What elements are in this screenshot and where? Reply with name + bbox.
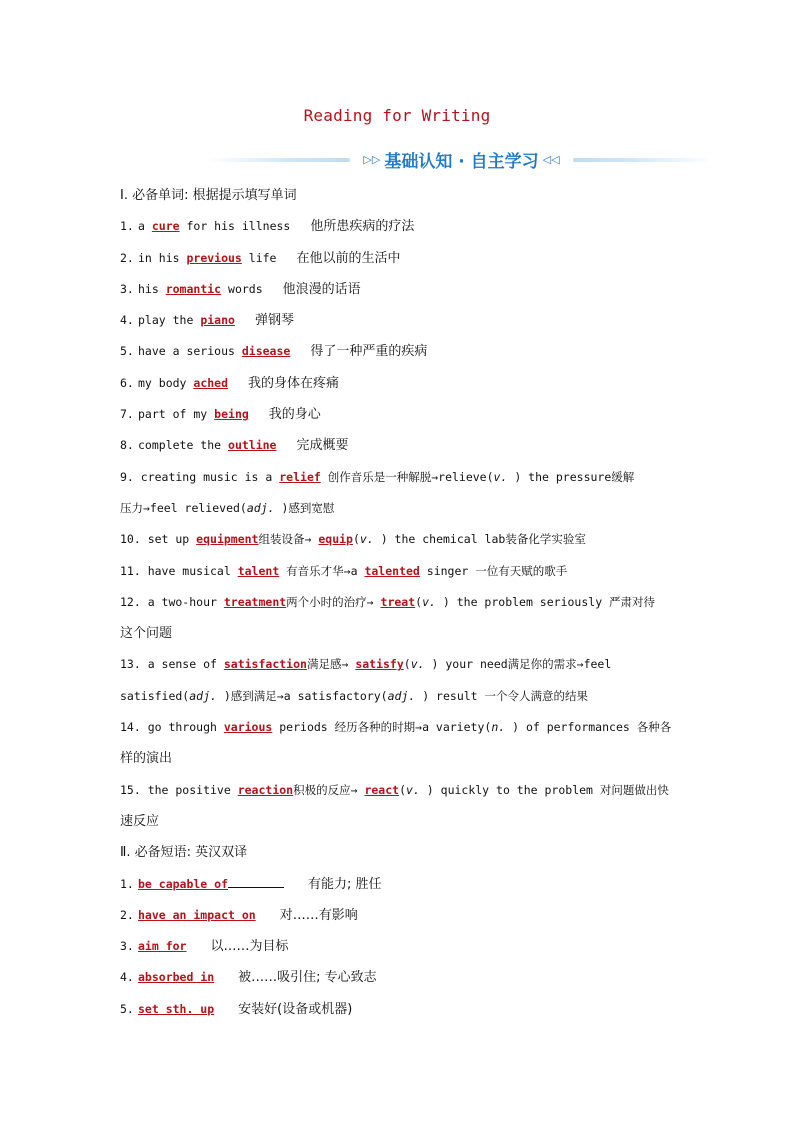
answer-phrase: set sth. up: [138, 1001, 215, 1016]
phrase-before: his: [138, 281, 166, 296]
item-number: 5.: [120, 1001, 134, 1016]
chinese-meaning: 他所患疾病的疗法: [310, 219, 415, 235]
item-15: 15. the positive reaction积极的反应→ react(v. ) quickly to the problem 对问题做出快: [120, 782, 669, 797]
item-12-cont: 这个问题: [120, 626, 173, 642]
phrase-before: a: [138, 219, 152, 234]
answer-word: previous: [186, 250, 242, 265]
answer-phrase: absorbed in: [138, 970, 215, 985]
word-item: [120, 274, 680, 305]
word-item: [120, 368, 680, 399]
section1-heading: Ⅰ. 必备单词: 根据提示填写单词: [120, 188, 297, 203]
phrase-before: play the: [138, 313, 201, 328]
phrase-item: [120, 869, 680, 900]
answer-talent: talent: [237, 563, 280, 578]
phrase-before: complete the: [138, 438, 229, 453]
answer-word: cure: [151, 219, 180, 234]
item-10: 10. set up equipment组装设备→ equip(v. ) the chemical lab装备化学实验室: [120, 532, 586, 547]
chinese-meaning: 有能力; 胜任: [308, 876, 382, 892]
phrase-before: have a serious: [138, 344, 242, 359]
answer-word: romantic: [165, 281, 222, 296]
word-item: [120, 399, 680, 430]
item-number: 2.: [120, 250, 134, 265]
double-arrow-left-icon: ◁◁: [542, 152, 560, 166]
banner-heading: [350, 146, 573, 172]
phrase-before: my body: [138, 375, 194, 390]
chinese-meaning: 以……为目标: [210, 939, 289, 955]
item-12: 12. a two-hour treatment两个小时的治疗→ treat(v. ) the problem seriously 严肃对待: [120, 594, 656, 609]
answer-treatment: treatment: [223, 594, 287, 609]
word-item: [120, 305, 680, 336]
answer-phrase: have an impact on: [138, 907, 256, 922]
answer-treat: treat: [380, 594, 416, 609]
chinese-meaning: 完成概要: [296, 438, 349, 454]
phrase-before: in his: [138, 250, 187, 265]
item-number: 3.: [120, 939, 134, 954]
answer-satisfaction: satisfaction: [223, 657, 307, 672]
answer-satisfy: satisfy: [355, 657, 404, 672]
chinese-meaning: 得了一种严重的疾病: [310, 344, 428, 360]
item-11: 11. have musical talent 有音乐才华→a talented singer 一位有天赋的歌手: [120, 563, 568, 578]
phrase-item: [120, 900, 680, 931]
phrase-item: [120, 962, 680, 993]
item-13: 13. a sense of satisfaction满足感→ satisfy(v. ) your need满足你的需求→feel: [120, 657, 612, 672]
answer-word: disease: [241, 344, 291, 359]
worksheet-content: [120, 180, 680, 1025]
item-9: 9. creating music is a relief 创作音乐是一种解脱→relieve(v. ) the pressure缓解: [120, 469, 635, 484]
item-15-cont: 速反应: [120, 813, 160, 829]
word-item: [120, 336, 680, 367]
item-number: 1.: [120, 219, 134, 234]
answer-word: being: [214, 407, 249, 422]
answer-phrase: be capable of: [138, 876, 229, 891]
page-title: Reading for Writing: [303, 106, 491, 125]
answer-word: ached: [193, 375, 229, 390]
chinese-meaning: 他浪漫的话语: [282, 281, 361, 297]
section2-heading: Ⅱ. 必备短语: 英汉双译: [120, 845, 248, 861]
phrase-after: life: [241, 250, 277, 265]
phrase-item: [120, 931, 680, 962]
answer-word: piano: [200, 313, 235, 328]
phrase-after: words: [221, 281, 263, 296]
word-item: [120, 211, 680, 242]
answer-blank: [228, 875, 284, 888]
phrase-item: [120, 994, 680, 1025]
phrase-after: for his illness: [179, 219, 291, 234]
item-13-cont: satisfied(adj. )感到满足→a satisfactory(adj. ) result 一个令人满意的结果: [120, 688, 589, 703]
section2-items: [120, 869, 680, 1025]
chinese-meaning: 对……有影响: [279, 907, 358, 923]
double-arrow-right-icon: ▷▷: [363, 152, 381, 166]
word-item: [120, 430, 680, 461]
item-9-cont: 压力→feel relieved(adj. )感到宽慰: [120, 500, 335, 515]
answer-react: react: [364, 782, 400, 797]
item-number: 8.: [120, 438, 134, 453]
phrase-before: part of my: [138, 407, 215, 422]
section-banner: [205, 146, 715, 172]
chinese-meaning: 被……吸引住; 专心致志: [238, 970, 377, 986]
item-number: 4.: [120, 313, 134, 328]
chinese-meaning: 我的身体在疼痛: [248, 375, 340, 391]
chinese-meaning: 弹钢琴: [254, 313, 294, 329]
item-number: 4.: [120, 970, 134, 985]
item-number: 2.: [120, 907, 134, 922]
word-item: [120, 243, 680, 274]
answer-reaction: reaction: [237, 782, 294, 797]
chinese-meaning: 安装好(设备或机器): [238, 1001, 353, 1017]
answer-phrase: aim for: [138, 939, 187, 954]
banner-left-line: [205, 158, 350, 162]
chinese-meaning: 在他以前的生活中: [296, 250, 401, 266]
answer-various: various: [223, 720, 273, 735]
item-number: 5.: [120, 344, 134, 359]
banner-right-line: [573, 158, 715, 162]
item-14-cont: 样的演出: [120, 751, 173, 767]
answer-word: outline: [228, 438, 277, 453]
answer-relief: relief: [279, 469, 321, 484]
chinese-meaning: 我的身心: [268, 407, 321, 423]
answer-talented: talented: [364, 563, 420, 578]
banner-text: 基础认知 · 自主学习: [384, 151, 539, 172]
item-number: 6.: [120, 375, 134, 390]
item-number: 1.: [120, 876, 134, 891]
section1-simple-items: [120, 211, 680, 461]
answer-equipment: equipment: [196, 532, 259, 547]
answer-equip: equip: [318, 532, 353, 547]
item-14: 14. go through various periods 经历各种的时期→a variety(n. ) of performances 各种各: [120, 720, 672, 735]
item-number: 7.: [120, 407, 134, 422]
item-number: 3.: [120, 281, 134, 296]
